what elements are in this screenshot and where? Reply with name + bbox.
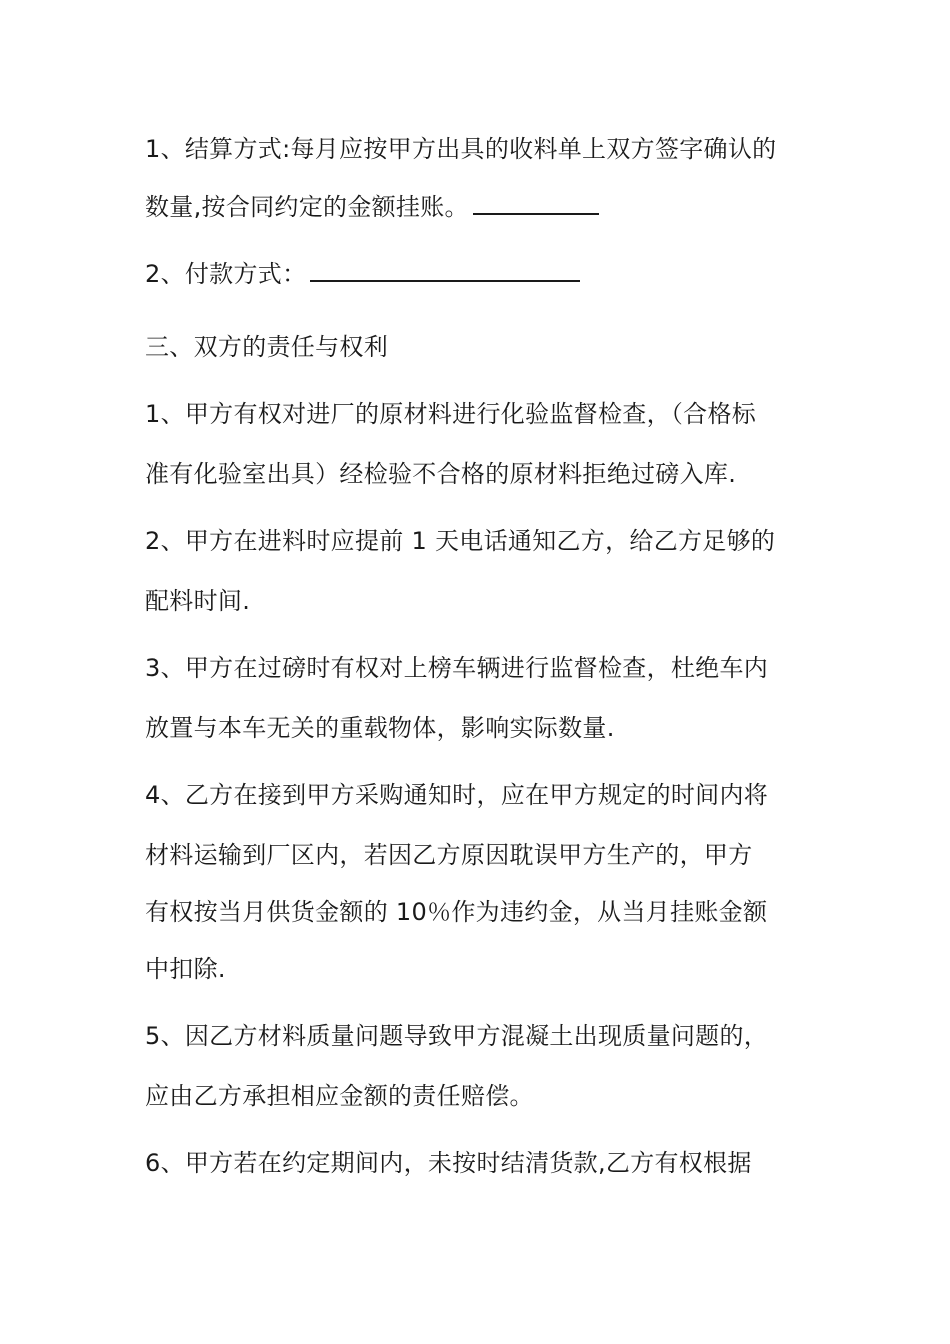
text-line: 3、甲方在过磅时有权对上榜车辆进行监督检查，杜绝车内 <box>145 654 769 682</box>
text-line: 有权按当月供货金额的 10％作为违约金，从当月挂账金额 <box>145 898 768 926</box>
text-line: 配料时间. <box>145 587 251 615</box>
text-line-with-blank <box>145 191 599 223</box>
text-line: 应由乙方承担相应金额的责任赔偿。 <box>145 1082 534 1110</box>
fill-in-blank <box>310 260 580 282</box>
text-line: 2、甲方在进料时应提前 1 天电话通知乙方，给乙方足够的 <box>145 527 776 555</box>
text-line: 放置与本车无关的重载物体，影响实际数量. <box>145 714 615 742</box>
fill-in-blank <box>473 193 599 215</box>
text-line: 4、乙方在接到甲方采购通知时，应在甲方规定的时间内将 <box>145 781 769 809</box>
text-line: 6、甲方若在约定期间内，未按时结清货款,乙方有权根据 <box>145 1149 752 1177</box>
text-line: 2、付款方式： <box>145 260 307 288</box>
text-line: 中扣除. <box>145 955 226 983</box>
section-heading: 三、双方的责任与权利 <box>145 333 388 361</box>
text-line: 1、结算方式:每月应按甲方出具的收料单上双方签字确认的 <box>145 135 777 163</box>
text-line-with-blank <box>145 258 580 290</box>
text-line: 5、因乙方材料质量问题导致甲方混凝土出现质量问题的， <box>145 1022 769 1050</box>
text-line: 1、甲方有权对进厂的原材料进行化验监督检查，（合格标 <box>145 400 757 428</box>
text-line: 数量,按合同约定的金额挂账。 <box>145 193 469 221</box>
text-line: 准有化验室出具）经检验不合格的原材料拒绝过磅入库. <box>145 460 737 488</box>
text-line: 材料运输到厂区内，若因乙方原因耽误甲方生产的，甲方 <box>145 841 753 869</box>
